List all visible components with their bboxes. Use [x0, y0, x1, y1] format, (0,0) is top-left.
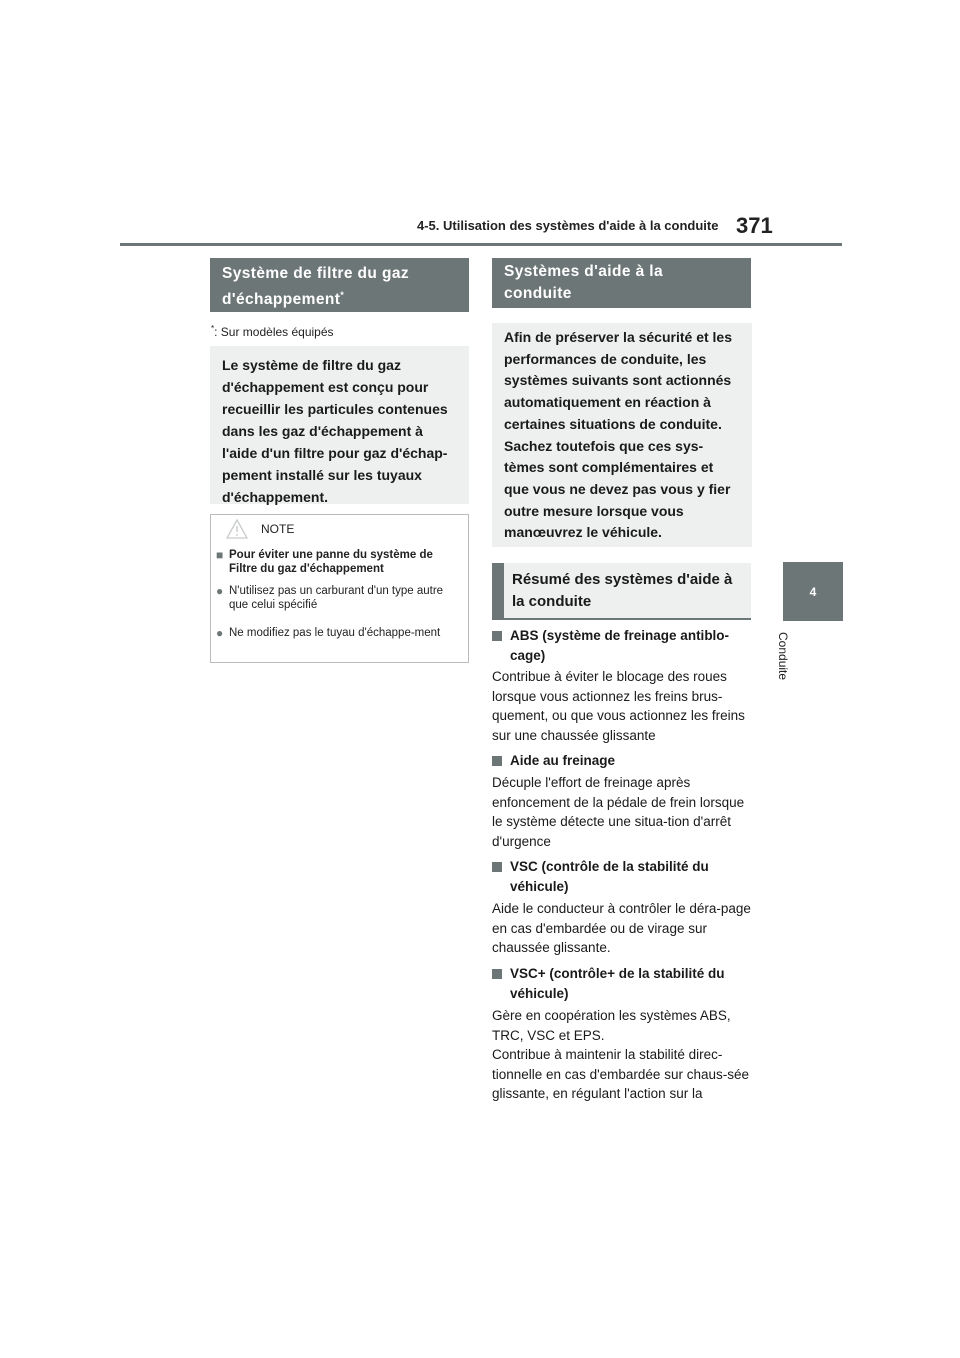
item-heading-abs: ABS (système de freinage antiblo-cage)	[492, 626, 754, 666]
note-label: NOTE	[261, 522, 295, 536]
item-body-vsc: Aide le conducteur à contrôler le déra-page en cas d'embardée ou de virage sur chaussée glissante.	[492, 901, 751, 955]
warning-triangle-icon	[225, 518, 249, 540]
note-box	[210, 514, 469, 663]
subsection-underline	[492, 618, 751, 620]
footnote: *: Sur modèles équipés	[211, 324, 334, 339]
item-heading-vsc-plus: VSC+ (contrôle+ de la stabilité du véhicule)	[492, 964, 754, 1004]
item-heading-brake-assist: Aide au freinage	[492, 751, 754, 771]
note-list-item: ● Ne modifiez pas le tuyau d'échappe-ment	[216, 626, 441, 640]
chapter-section-title: 4-5. Utilisation des systèmes d'aide à la conduite	[417, 218, 719, 233]
section-heading-driving-aids: Systèmes d'aide à la conduite	[492, 258, 751, 308]
chapter-label: Conduite	[776, 632, 790, 681]
circle-bullet-icon: ●	[216, 626, 224, 640]
square-bullet-icon	[492, 631, 502, 641]
item-heading-vsc: VSC (contrôle de la stabilité du véhicule)	[492, 857, 754, 897]
item-body-brake-assist: Décuple l'effort de freinage après enfoncement de la pédale de frein lorsque le système détecte une situa-tion d'arrêt d'urgence	[492, 775, 745, 849]
subsection-heading-summary: Résumé des systèmes d'aide à la conduite	[492, 563, 751, 619]
header-rule	[120, 243, 842, 246]
note-heading: ■ Pour éviter une panne du système de Filtre du gaz d'échappement	[216, 548, 433, 575]
note-list-item: ● N'utilisez pas un carburant d'un type autre que celui spécifié	[216, 584, 444, 611]
circle-bullet-icon: ●	[216, 584, 224, 598]
item-body-abs: Contribue à éviter le blocage des roues lorsque vous actionnez les freins brus-quement, ou que vous actionnez les freins sur une chaussée glissante	[492, 669, 745, 743]
chapter-number: 4	[809, 584, 817, 599]
square-bullet-icon	[492, 756, 502, 766]
exhaust-filter-intro: Le système de filtre du gaz d'échappement est conçu pour recueillir les particules contenues dans les gaz d'échappement à l'aide d'un filtre pour gaz d'échap- pement installé sur les tuyaux d'échappement.	[210, 346, 469, 504]
square-bullet-icon	[492, 969, 502, 979]
square-bullet-icon: ■	[216, 548, 224, 562]
item-body-vsc-plus: Gère en coopération les systèmes ABS, TRC, VSC et EPS. Contribue à maintenir la stabilité direc-tionnelle en cas d'embardée sur chaus-sée glissante, en régulant l'action sur la	[492, 1008, 749, 1101]
chapter-tab[interactable]	[783, 562, 843, 621]
driving-aids-intro: Afin de préserver la sécurité et les performances de conduite, les systèmes suivants sont actionnés automatiquement en réaction à certaines situations de conduite. Sachez toutefois que ces sys- tèmes sont complémentaires et que vous ne devez pas vous y fier outre mesure lorsque vous manœuvrez le véhicule.	[492, 323, 752, 547]
square-bullet-icon	[492, 862, 502, 872]
section-heading-exhaust-filter: Système de filtre du gaz d'échappement*	[210, 258, 469, 312]
page-number: 371	[736, 213, 773, 238]
